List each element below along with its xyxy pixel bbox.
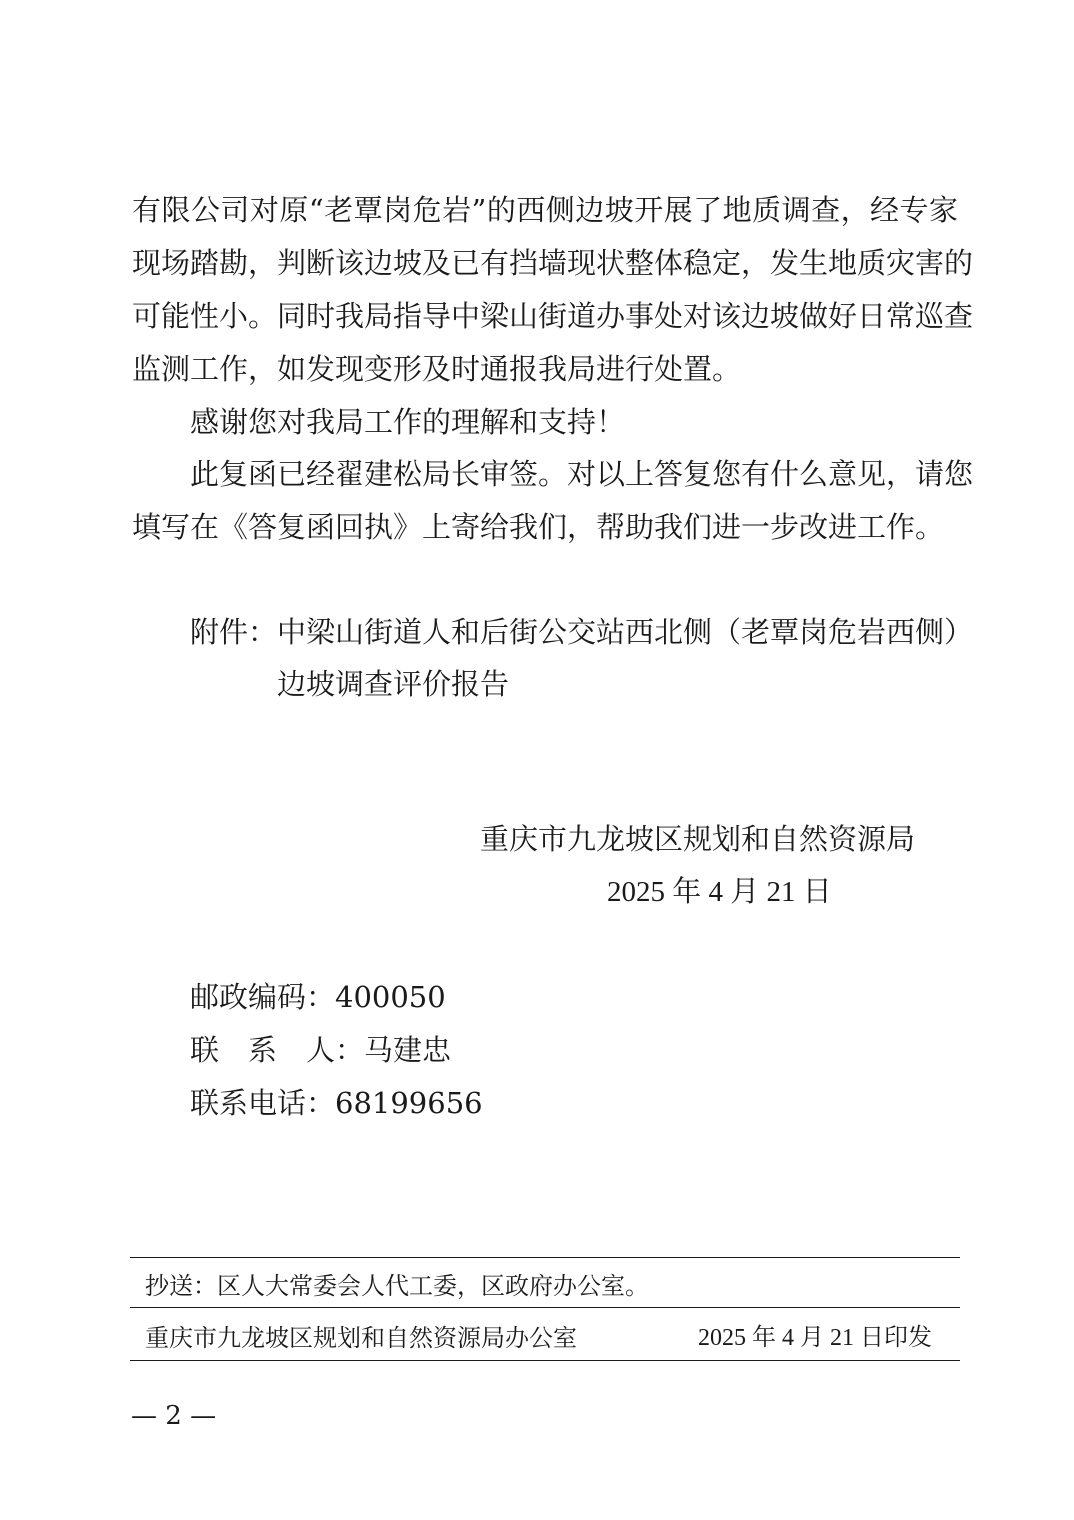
- body-paragraph1-line4: 监测工作，如发现变形及时通报我局进行处置。: [132, 352, 742, 386]
- attachment-line1: 附件：中梁山街道人和后街公交站西北侧（老覃岗危岩西侧）: [190, 615, 974, 649]
- contact-person: 联 系 人：马建忠: [190, 1033, 452, 1067]
- footer-bottom-rule: [130, 1360, 960, 1361]
- footer-top-rule: [130, 1257, 960, 1258]
- body-paragraph3-line2: 填写在《答复函回执》上寄给我们，帮助我们进一步改进工作。: [132, 510, 945, 544]
- signature-date: 2025 年 4 月 21 日: [607, 876, 832, 908]
- body-paragraph1-line2: 现场踏勘，判断该边坡及已有挡墙现状整体稳定，发生地质灾害的: [132, 246, 974, 280]
- contact-phone: 联系电话：68199656: [190, 1086, 483, 1120]
- footer-issue-date: 2025 年 4 月 21 日印发: [698, 1325, 932, 1351]
- footer-middle-rule: [130, 1307, 960, 1308]
- signature-organization: 重庆市九龙坡区规划和自然资源局: [480, 822, 916, 856]
- body-paragraph1-line1: 有限公司对原“老覃岗危岩”的西侧边坡开展了地质调查，经专家: [132, 193, 958, 227]
- contact-postcode: 邮政编码：400050: [190, 980, 446, 1014]
- page-number: — 2 —: [131, 1401, 217, 1431]
- footer-issuer: 重庆市九龙坡区规划和自然资源局办公室: [145, 1324, 577, 1352]
- thanks-paragraph: 感谢您对我局工作的理解和支持！: [190, 405, 626, 439]
- attachment-line2: 边坡调查评价报告: [277, 667, 510, 701]
- footer-cc: 抄送：区人大常委会人代工委，区政府办公室。: [145, 1272, 649, 1300]
- body-paragraph3-line1: 此复函已经翟建松局长审签。对以上答复您有什么意见，请您: [190, 457, 974, 491]
- body-paragraph1-line3: 可能性小。同时我局指导中梁山街道办事处对该边坡做好日常巡查: [132, 299, 974, 333]
